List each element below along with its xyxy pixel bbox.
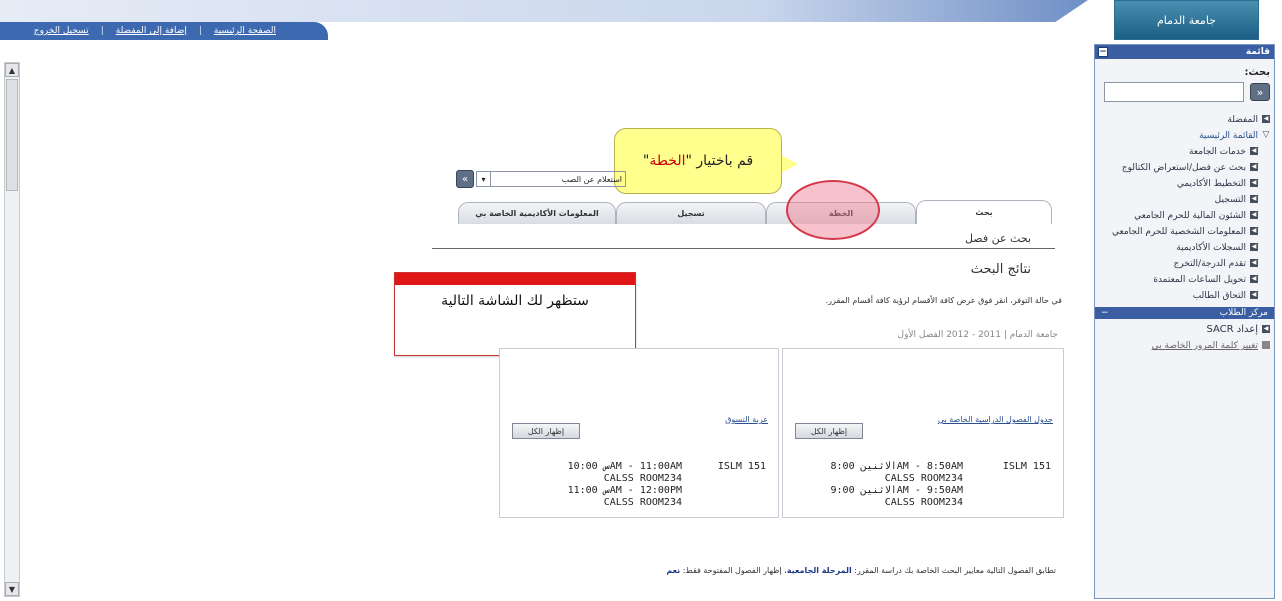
highlight-circle — [786, 180, 880, 240]
expand-arrow-icon: ◀ — [1251, 211, 1257, 218]
sidebar-item-class-search[interactable] — [1095, 160, 1274, 176]
meeting-times — [831, 461, 963, 509]
expand-arrow-icon: ◀ — [1251, 163, 1257, 170]
sidebar-item-academic-planning[interactable] — [1095, 176, 1274, 192]
home-link[interactable]: الصفحة الرئيسية — [213, 26, 276, 36]
minimize-icon[interactable]: − — [1099, 46, 1107, 57]
annotation-box — [394, 272, 636, 356]
sidebar-item-label: المعلومات الشخصية للحرم الجامعي — [1112, 227, 1246, 237]
dash-icon: − — [1101, 308, 1109, 318]
search-select-value: استعلام عن الصب — [561, 174, 622, 184]
sidebar-item-label: التسجيل — [1214, 195, 1246, 205]
meeting-time: س 11:00AM - 12:00PM — [567, 485, 682, 496]
sidebar-header — [1095, 45, 1274, 59]
sidebar-item-change-password[interactable] — [1095, 338, 1274, 354]
callout-suffix: " — [642, 153, 650, 169]
sidebar-item-label: مركز الطلاب — [1219, 308, 1268, 318]
instruction-callout — [614, 128, 782, 194]
sidebar-item-sacr[interactable] — [1095, 322, 1274, 338]
scroll-up-icon[interactable]: ▲ — [5, 63, 19, 77]
search-go-icon[interactable]: « — [456, 170, 474, 188]
meeting-time: الاثنين 8:00AM - 8:50AM — [830, 461, 963, 472]
footer-open-value: نعم — [666, 566, 681, 575]
sidebar-item-label: تغيير كلمة المرور الخاصة بي — [1151, 341, 1258, 351]
expand-arrow-icon: ◀ — [1263, 325, 1269, 332]
expand-arrow-icon: ◀ — [1251, 275, 1257, 282]
sidebar-search-go-icon[interactable]: « — [1250, 83, 1270, 101]
course-code: ISLM 151 — [717, 461, 766, 472]
callout-highlight: الخطة — [649, 153, 686, 169]
results-description: في حالة التوفر، انقر فوق عرض كافة الأقسام لرؤية كافة أقسام المقرر. — [825, 296, 1062, 305]
sidebar-search-label: بحث: — [1244, 67, 1270, 78]
tab-label: الخطة — [828, 209, 854, 218]
chevron-down-icon[interactable]: ▾ — [477, 172, 491, 186]
sidebar-item-university-services[interactable] — [1095, 144, 1274, 160]
expand-arrow-icon: ◀ — [1251, 291, 1257, 298]
footer-text: تطابق الفصول التالية معايير البحث الخاصة بك دراسة المقرر: — [854, 566, 1056, 575]
sidebar-item-label: خدمات الجامعة — [1189, 147, 1246, 157]
search-select[interactable] — [476, 171, 626, 187]
separator: | — [198, 26, 202, 36]
meeting-room: CALSS ROOM234 — [603, 497, 682, 508]
search-criteria-footer: تطابق الفصول التالية معايير البحث الخاصة بك دراسة المقرر: المرحلة الجامعية، إظهار الفصول المفتوحة فقط: نعم — [666, 566, 1056, 575]
tab-label: المعلومات الأكاديمية الخاصة بي — [475, 209, 599, 218]
expand-arrow-icon: ◀ — [1251, 195, 1257, 202]
sidebar-item-label: إعداد SACR — [1206, 324, 1258, 335]
sidebar-item-label: التخطيط الأكاديمي — [1176, 179, 1246, 189]
expand-arrow-icon: ◀ — [1251, 259, 1257, 266]
sidebar-item-label: تحويل الساعات المعتمدة — [1153, 275, 1246, 285]
sidebar-search-input[interactable] — [1104, 82, 1244, 102]
tab-search[interactable] — [916, 200, 1052, 224]
meeting-time: س 10:00AM - 11:00AM — [567, 461, 682, 472]
tab-label: تسجيل — [677, 209, 705, 218]
scroll-down-icon[interactable]: ▼ — [5, 582, 19, 596]
expand-arrow-icon: ◀ — [1251, 227, 1257, 234]
search-row — [456, 170, 626, 188]
top-navigation — [0, 22, 328, 40]
sidebar-search-row — [1095, 80, 1274, 104]
sidebar-item-label: التحاق الطالب — [1192, 291, 1246, 301]
separator: | — [100, 26, 104, 36]
vertical-scrollbar[interactable] — [4, 62, 20, 597]
expand-arrow-icon: ◀ — [1251, 243, 1257, 250]
annotation-box-text: ستظهر لك الشاشة التالية — [441, 293, 589, 309]
meeting-times — [568, 461, 682, 509]
sidebar-item-personal-info[interactable] — [1095, 224, 1274, 240]
show-all-button[interactable]: إظهار الكل — [795, 423, 863, 439]
meeting-room: CALSS ROOM234 — [603, 473, 682, 484]
tab-enroll[interactable] — [616, 202, 766, 224]
logout-link[interactable]: تسجيل الخروج — [33, 26, 89, 36]
sidebar-item-academic-records[interactable] — [1095, 240, 1274, 256]
collapse-arrow-icon: ▽ — [1262, 130, 1270, 140]
sidebar-item-label: السجلات الأكاديمية — [1176, 243, 1246, 253]
sidebar-item-student-admission[interactable] — [1095, 288, 1274, 304]
page-icon — [1262, 341, 1270, 349]
sidebar-item-label: المفضلة — [1227, 115, 1258, 125]
shopping-cart-link[interactable]: عربة التسوق — [725, 415, 768, 424]
sidebar-item-label: بحث عن فصل/استعراض الكتالوج — [1121, 163, 1246, 173]
show-all-button[interactable]: إظهار الكل — [512, 423, 580, 439]
sidebar-item-student-center[interactable] — [1095, 307, 1274, 319]
page-subtitle: بحث عن فصل — [964, 232, 1031, 245]
top-stripe — [0, 0, 1088, 22]
sidebar-item-campus-finances[interactable] — [1095, 208, 1274, 224]
meeting-room: CALSS ROOM234 — [884, 497, 963, 508]
scroll-thumb[interactable] — [6, 79, 18, 191]
sidebar-title: قائمة — [1245, 47, 1270, 57]
course-code: ISLM 151 — [1002, 461, 1051, 472]
footer-career: المرحلة الجامعية — [786, 566, 852, 575]
annotation-box-bar — [395, 273, 635, 285]
top-bar — [0, 0, 1282, 40]
expand-arrow-icon: ◀ — [1263, 115, 1269, 122]
my-class-schedule-link[interactable]: جدول الفصول الدراسية الخاصة بي — [937, 415, 1053, 424]
sidebar-item-main-menu[interactable] — [1095, 128, 1274, 144]
sidebar-item-label: القائمة الرئيسية — [1199, 131, 1258, 141]
sidebar-item-enrollment[interactable] — [1095, 192, 1274, 208]
shopping-cart-card — [499, 348, 779, 518]
logo-text: جامعة الدمام — [1157, 13, 1216, 27]
sidebar-item-favorites[interactable] — [1095, 112, 1274, 128]
term-info: جامعة الدمام | 2011 - 2012 الفصل الأول — [897, 330, 1058, 340]
tab-bar — [452, 200, 1052, 224]
sidebar-item-degree-progress[interactable] — [1095, 256, 1274, 272]
sidebar-item-label: تقدم الدرجة/التخرج — [1173, 259, 1246, 269]
university-logo — [1114, 0, 1259, 40]
meeting-room: CALSS ROOM234 — [884, 473, 963, 484]
footer-open-label: إظهار الفصول المفتوحة فقط: — [682, 566, 782, 575]
tab-label: بحث — [975, 208, 993, 217]
add-favorite-link[interactable]: إضافة إلى المفضلة — [115, 26, 187, 36]
sidebar-item-label: الشئون المالية للحرم الجامعي — [1134, 211, 1246, 221]
tab-my-academics[interactable] — [458, 202, 616, 224]
results-title: نتائج البحث — [970, 262, 1031, 277]
expand-arrow-icon: ◀ — [1251, 179, 1257, 186]
meeting-time: الاثنين 9:00AM - 9:50AM — [830, 485, 963, 496]
divider — [432, 248, 1055, 249]
expand-arrow-icon: ◀ — [1251, 147, 1257, 154]
sidebar-menu — [1094, 44, 1275, 599]
schedule-card — [782, 348, 1064, 518]
sidebar-item-transfer-credit[interactable] — [1095, 272, 1274, 288]
callout-prefix: قم باختيار " — [685, 153, 754, 169]
